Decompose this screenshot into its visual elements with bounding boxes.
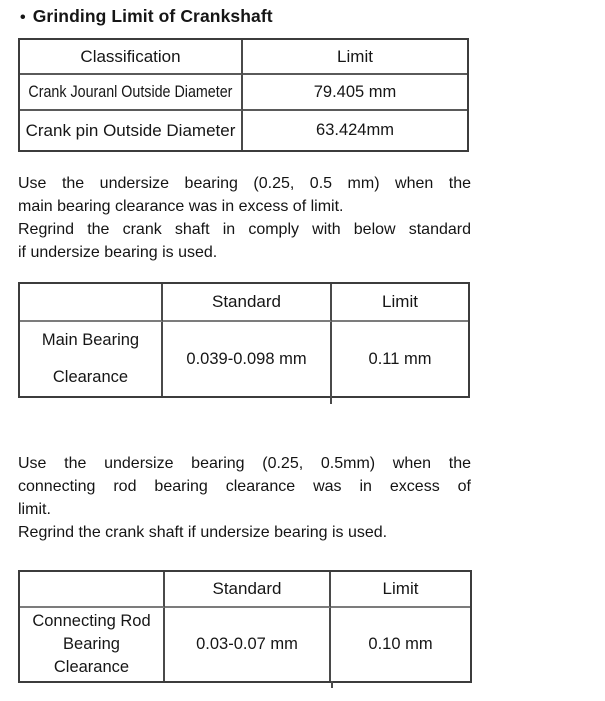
standard-value: 0.039-0.098 mm (163, 322, 332, 396)
standard-value: 0.03-0.07 mm (165, 608, 331, 681)
table-cell-classification (20, 111, 243, 150)
row-label-main-bearing-clearance (20, 322, 163, 396)
connecting-rod-clearance-table (18, 570, 472, 683)
text-line: Regrind the crank shaft in comply with below standard (18, 221, 471, 238)
paragraph-connecting-rod (18, 452, 471, 544)
column-header-empty (20, 572, 165, 608)
column-header-classification: Classification (20, 40, 243, 75)
text-line: Use the undersize bearing (0.25, 0.5 mm) when the (18, 175, 471, 192)
row-label-line: Bearing (63, 635, 120, 653)
column-header-limit: Limit (332, 284, 468, 322)
row-label-line: Clearance (53, 658, 130, 676)
text-line: Regrind the crank shaft if undersize bearing is used. (18, 524, 388, 541)
row-label-line: Connecting Rod (32, 612, 151, 630)
text-line: main bearing clearance was in excess of limit. (18, 198, 344, 215)
column-header-limit: Limit (331, 572, 470, 608)
limit-value: 0.10 mm (368, 635, 433, 653)
limit-value: 0.11 mm (368, 349, 432, 368)
divider-tail (330, 396, 332, 404)
text-line: if undersize bearing is used. (18, 244, 218, 261)
text-line: limit. (18, 501, 51, 518)
row-label-line: Main Bearing (41, 331, 140, 349)
column-header-limit: Limit (243, 40, 467, 75)
column-header-standard: Standard (165, 572, 331, 608)
paragraph-main-bearing (18, 172, 471, 264)
table-cell-limit-value: 79.405 mm (243, 75, 467, 111)
crank-pin-label: Crank pin Outside Diameter (25, 120, 236, 140)
row-label-connecting-rod-clearance (20, 608, 165, 681)
section-title-text: Grinding Limit of Crankshaft (32, 6, 273, 26)
table-cell-classification (20, 75, 243, 111)
column-header-empty (20, 284, 163, 322)
text-line: Use the undersize bearing (0.25, 0.5mm) when the (18, 455, 471, 472)
column-header-standard: Standard (163, 284, 332, 322)
divider-tail (331, 681, 333, 688)
main-bearing-clearance-table (18, 282, 470, 398)
bullet-icon: • (20, 9, 26, 26)
section-title (20, 6, 273, 27)
grinding-limit-table (18, 38, 469, 152)
table-cell-limit-value: 63.424mm (316, 121, 394, 139)
text-line: connecting rod bearing clearance was in excess of (18, 478, 471, 495)
crank-journal-label: Crank Jouranl Outside Diameter (28, 82, 233, 101)
row-label-line: Clearance (52, 368, 129, 386)
